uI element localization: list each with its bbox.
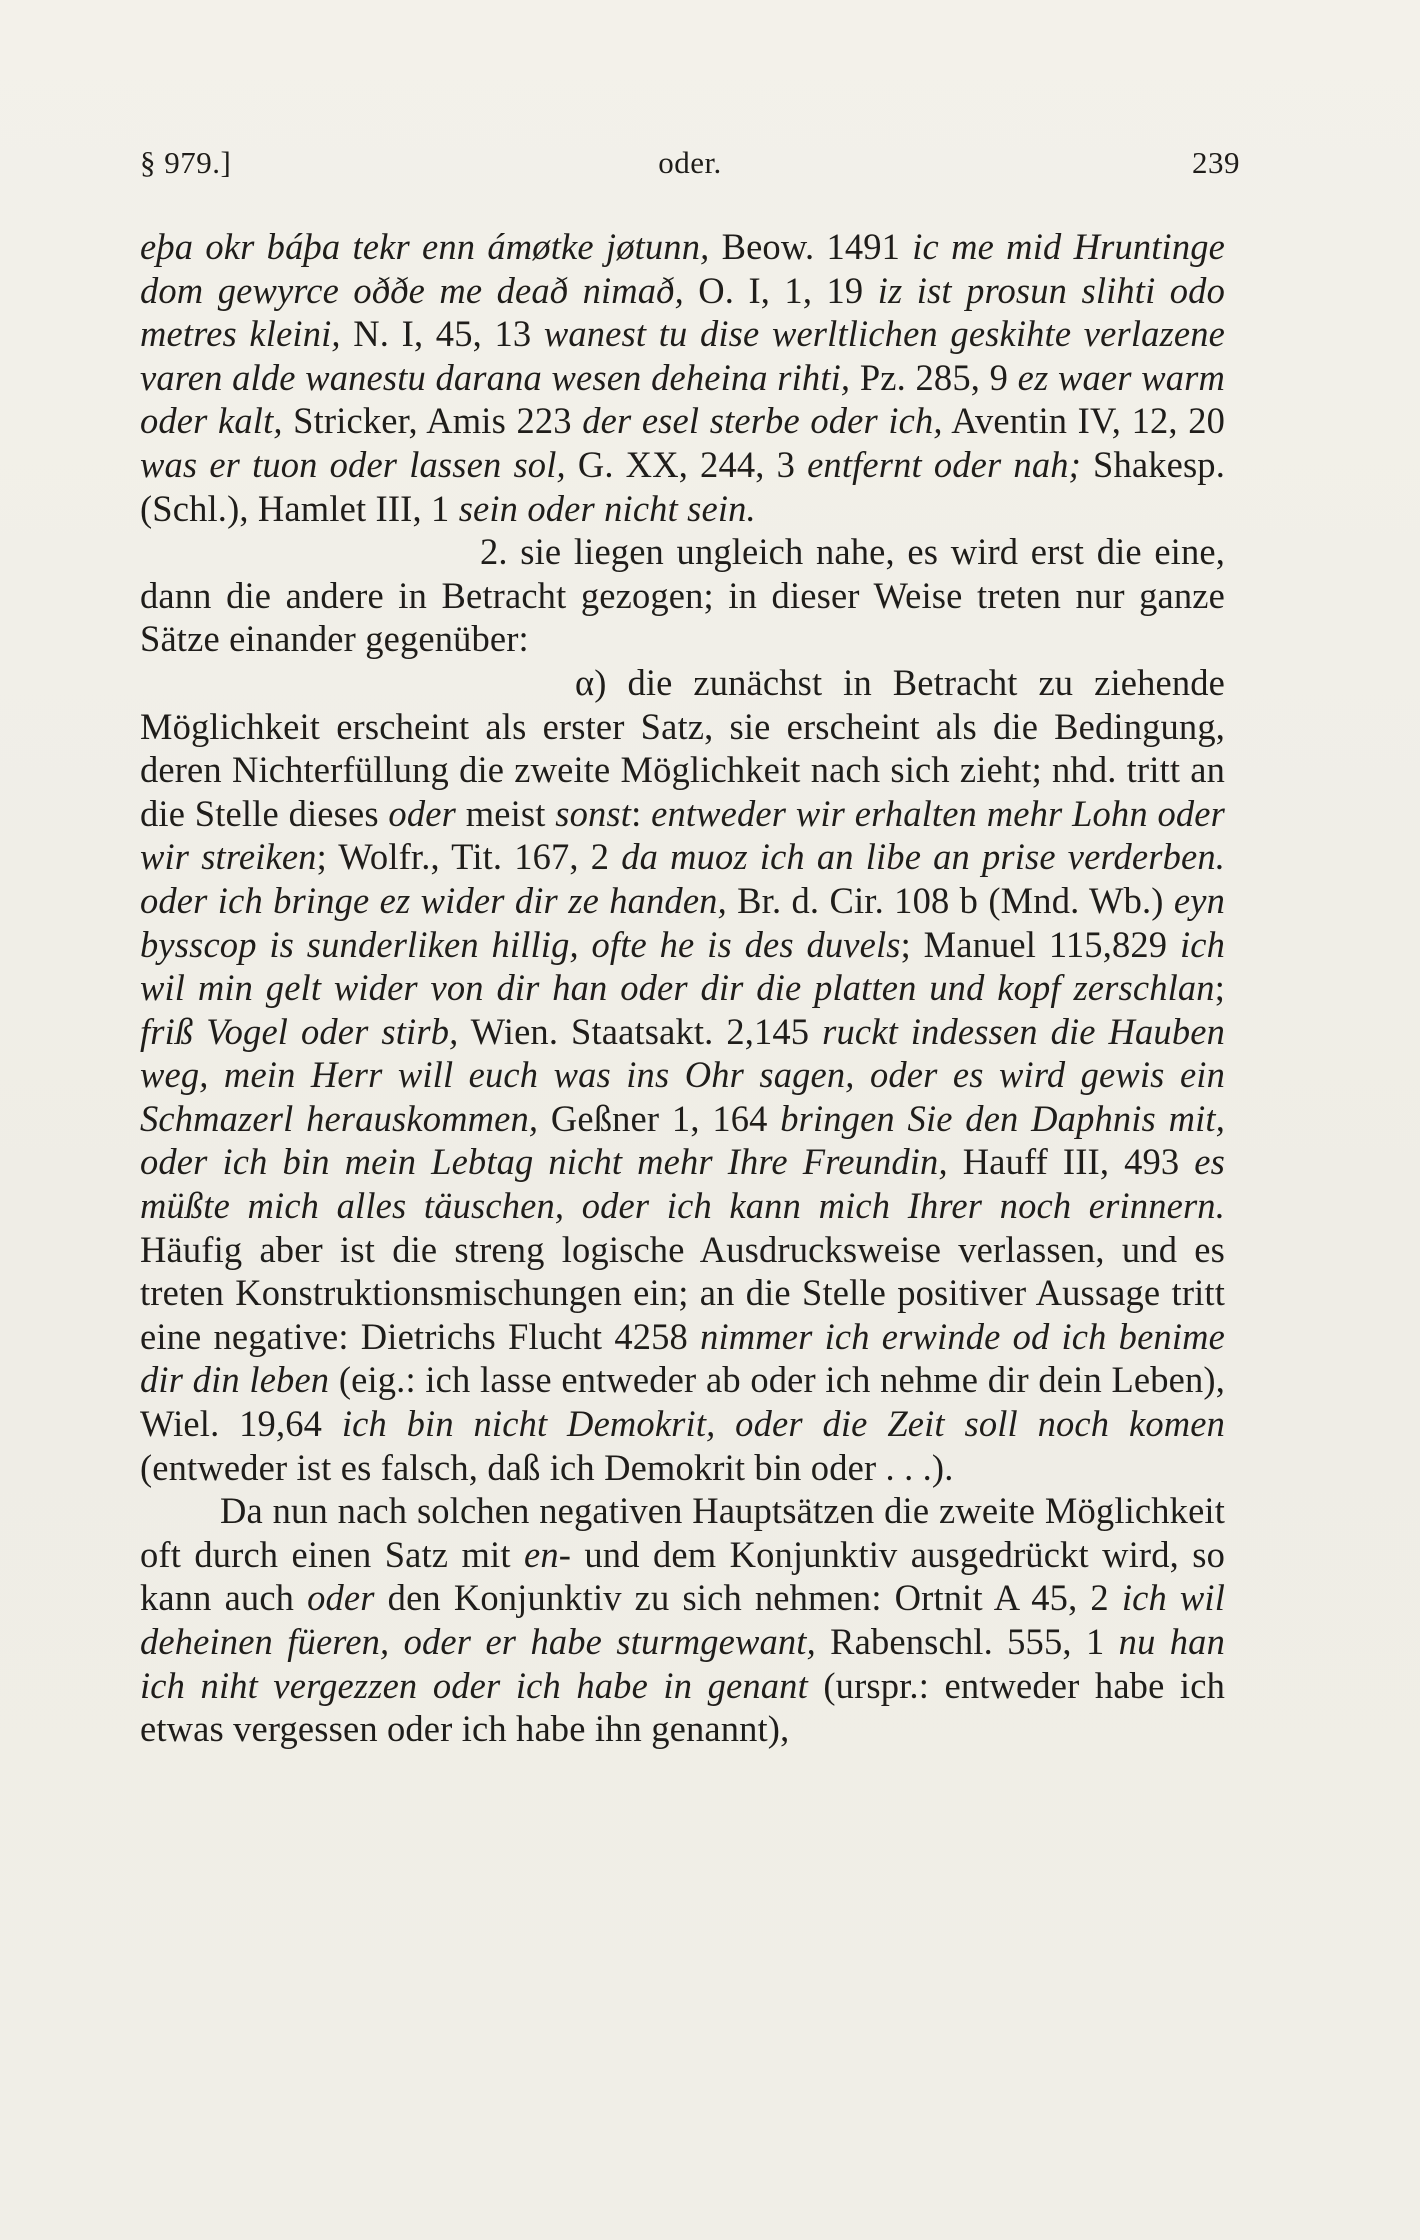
italic-quotation: nu han ich niht vergezzen oder ich habe in genant [140, 1621, 1225, 1706]
italic-quotation: oder [307, 1577, 375, 1619]
text-run: ; Wolfr., Tit. 167, 2 [316, 836, 622, 878]
italic-quotation: es müßte mich alles täuschen, oder ich kann mich Ihrer noch erinnern. [140, 1141, 1225, 1227]
text-run: Rabenschl. 555, 1 [815, 1621, 1119, 1662]
italic-quotation: sonst [555, 792, 632, 834]
italic-quotation: sein oder nicht sein. [458, 487, 756, 529]
italic-quotation: ez waer warm oder kalt, [140, 356, 1225, 442]
text-run: meist [455, 792, 556, 834]
text-run: Stricker, Amis 223 [282, 400, 583, 442]
italic-quotation: ruckt indessen die Hauben weg, mein Herr will euch was ins Ohr sagen, oder es wird gewis ein Schmazerl herauskommen, [140, 1010, 1225, 1139]
italic-quotation: en- [523, 1533, 572, 1575]
running-title: oder. [658, 145, 722, 180]
text-run: Beow. 1491 [709, 226, 913, 267]
section-number: § 979.] [140, 145, 232, 180]
italic-quotation: friß Vogel oder stirb, [140, 1010, 459, 1052]
text-run: (urspr.: entweder habe ich etwas vergessen oder ich habe ihn genannt), [140, 1664, 1225, 1750]
text-run: α) die zunächst in Betracht zu ziehende Möglichkeit erscheint als erster Satz, sie erscheint als die Bedingung, deren Nichterfüllung die zweite Möglichkeit nach sich zieht; nhd. tritt an die Stelle dieses [140, 661, 1225, 834]
text-run: den Konjunktiv zu sich nehmen: Ortnit A 45, 2 [374, 1577, 1122, 1619]
text-run: : [631, 792, 652, 834]
italic-quotation: ich wil deheinen füeren, oder er habe sturmgewant, [140, 1577, 1225, 1662]
italic-quotation: da muoz ich an libe an prise verderben. oder ich bringe ez wider dir ze handen, [140, 836, 1225, 921]
text-run: Aventin IV, 12, 20 [942, 400, 1225, 442]
italic-quotation: iz ist prosun slihti odo metres kleini, [140, 269, 1225, 355]
text-run: und dem Konjunktiv ausgedrückt wird, so kann auch [140, 1533, 1225, 1619]
italic-quotation: entweder wir erhalten mehr Lohn oder wir streiken [140, 792, 1225, 878]
text-run: Shakesp. (Schl.), Hamlet III, 1 [140, 443, 1225, 529]
paragraph-da-nun [140, 1489, 1225, 1751]
text-run: Wien. Staatsakt. 2,145 [458, 1010, 823, 1052]
text-run: Häufig aber ist die streng logische Ausdrucksweise verlassen, und es treten Konstruktionsmischungen ein; an die Stelle positiver Aussage tritt eine negative: Dietrichs Flucht 4258 [140, 1228, 1225, 1357]
text-run: N. I, 45, 13 [340, 313, 544, 355]
text-run: Br. d. Cir. 108 b (Mnd. Wb.) [726, 879, 1174, 921]
italic-quotation: ich wil min gelt wider von dir han oder dir die platten und kopf zerschlan [140, 923, 1225, 1009]
italic-quotation: oder [388, 792, 456, 834]
text-run: Geßner 1, 164 [538, 1097, 781, 1139]
italic-quotation: entfernt oder nah; [807, 443, 1081, 485]
italic-quotation: eþa okr báþa tekr enn ámøtke jøtunn, [140, 226, 710, 267]
paragraph-1 [140, 225, 1225, 530]
italic-quotation: ic me mid Hruntinge dom gewyrce oððe me deað nimað, [140, 226, 1225, 311]
italic-quotation: ich bin nicht Demokrit, oder die Zeit soll noch komen [341, 1403, 1225, 1445]
text-run: (entweder ist es falsch, daß ich Demokrit bin oder . . .). [140, 1446, 954, 1488]
paragraph-2 [140, 530, 1225, 661]
text-run: G. XX, 244, 3 [565, 443, 808, 485]
text-run: ; Manuel 115,829 [900, 923, 1180, 965]
text-run: 2. sie liegen ungleich nahe, es wird erst die eine, dann die andere in Betracht gezogen; in dieser Weise treten nur ganze Sätze einander gegenüber: [140, 531, 1225, 660]
running-header [140, 143, 1240, 183]
page-number: 239 [1192, 145, 1240, 180]
italic-quotation: der esel sterbe oder ich, [582, 400, 943, 442]
body-text [140, 225, 1225, 1751]
italic-quotation: eyn bysscop is sunderliken hillig, ofte he is des duvels [140, 879, 1226, 965]
text-run: Da nun nach solchen negativen Hauptsätzen die zweite Möglichkeit oft durch einen Satz mit [140, 1490, 1225, 1575]
text-run: ; [1214, 967, 1225, 1009]
italic-quotation: was er tuon oder lassen sol, [140, 443, 566, 485]
text-run: (eig.: ich lasse entweder ab oder ich nehme dir dein Leben), Wiel. 19,64 [140, 1359, 1226, 1445]
text-run: Pz. 285, 9 [850, 356, 1018, 398]
italic-quotation: nimmer ich erwinde od ich benime dir din leben [140, 1315, 1225, 1401]
italic-quotation: bringen Sie den Daphnis mit, oder ich bin mein Lebtag nicht mehr Ihre Freundin, [140, 1097, 1225, 1183]
paragraph-alpha [140, 661, 1225, 1489]
text-run: Hauff III, 493 [947, 1141, 1195, 1183]
italic-quotation: wanest tu dise werltlichen geskihte verlazene varen alde wanestu darana wesen deheina rihti, [140, 313, 1225, 398]
text-run: O. I, 1, 19 [683, 269, 878, 311]
